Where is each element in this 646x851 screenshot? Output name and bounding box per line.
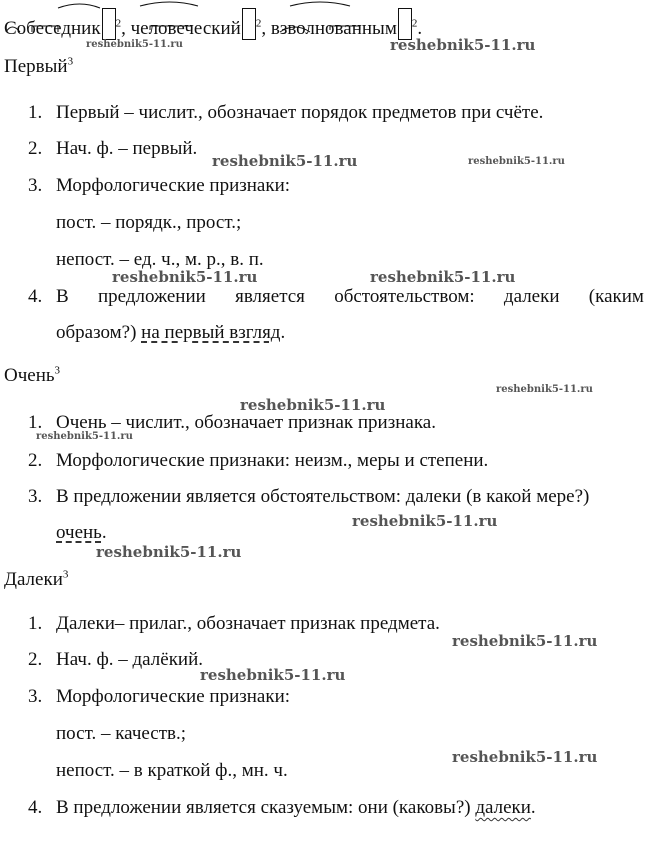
item-number: 4. xyxy=(28,797,43,818)
text-part: . xyxy=(530,797,536,818)
heading-sup: 3 xyxy=(62,568,69,581)
watermark: reshebnik5-11.ru xyxy=(96,543,242,561)
section-heading xyxy=(4,57,73,76)
underlined-phrase: очень xyxy=(56,522,102,543)
word: В xyxy=(56,286,69,307)
watermark: reshebnik5-11.ru xyxy=(200,666,346,684)
item-number: 1. xyxy=(28,102,43,123)
watermark: reshebnik5-11.ru xyxy=(352,512,498,530)
header-sup-1: 2 xyxy=(115,17,122,30)
watermark: reshebnik5-11.ru xyxy=(240,396,386,414)
watermark: reshebnik5-11.ru xyxy=(496,384,593,395)
word: (каким xyxy=(588,286,644,307)
watermark: reshebnik5-11.ru xyxy=(112,268,258,286)
watermark: reshebnik5-11.ru xyxy=(86,39,183,50)
section-heading xyxy=(4,366,60,385)
header-word-3: , взволнованным xyxy=(261,18,397,39)
item-number: 2. xyxy=(28,450,43,471)
item-text: В предложении является обстоятельством: далеки (в какой мере?) xyxy=(56,486,590,507)
item-number: 2. xyxy=(28,138,43,159)
item-text-cont xyxy=(56,523,107,542)
watermark: reshebnik5-11.ru xyxy=(36,431,133,442)
item-text-justified xyxy=(56,287,644,306)
item-text: Морфологические признаки: xyxy=(56,175,291,196)
header-sup-2: 2 xyxy=(255,17,262,30)
underlined-phrase: далеки xyxy=(475,797,531,818)
item-text: Морфологические признаки: неизм., меры и степени. xyxy=(56,450,489,471)
item-text: непост. – в краткой ф., мн. ч. xyxy=(56,760,288,781)
watermark: reshebnik5-11.ru xyxy=(452,748,598,766)
item-text: Нач. ф. – первый. xyxy=(56,138,198,159)
heading-sup: 3 xyxy=(54,364,61,377)
heading-text: Первый xyxy=(4,56,68,77)
item-text: пост. – качеств.; xyxy=(56,723,187,744)
watermark: reshebnik5-11.ru xyxy=(370,268,516,286)
item-text: пост. – порядк., прост.; xyxy=(56,212,242,233)
text-part: . xyxy=(280,322,286,343)
heading-sup: 3 xyxy=(67,55,74,68)
item-text xyxy=(56,798,536,817)
item-text: Очень – числит., обозначает признак признака. xyxy=(56,412,436,433)
header-word-1: Собеседник xyxy=(4,18,101,39)
text-part: образом?) xyxy=(56,322,142,343)
word: предложении xyxy=(97,286,206,307)
item-text-cont xyxy=(56,323,285,342)
header-word-2: , человеческий xyxy=(121,18,241,39)
item-number: 3. xyxy=(28,486,43,507)
item-number: 3. xyxy=(28,175,43,196)
heading-text: Далеки xyxy=(4,569,63,590)
word: обстоятельством: xyxy=(334,286,475,307)
item-number: 2. xyxy=(28,649,43,670)
watermark: reshebnik5-11.ru xyxy=(452,632,598,650)
watermark: reshebnik5-11.ru xyxy=(468,156,565,167)
watermark: reshebnik5-11.ru xyxy=(390,36,536,54)
item-text: Первый – числит., обозначает порядок предметов при счёте. xyxy=(56,102,544,123)
header-end: . xyxy=(417,18,423,39)
item-text: Нач. ф. – далёкий. xyxy=(56,649,204,670)
item-text: Далеки– прилаг., обозначает признак предмета. xyxy=(56,613,440,634)
heading-text: Очень xyxy=(4,365,55,386)
watermark: reshebnik5-11.ru xyxy=(212,152,358,170)
section-heading xyxy=(4,570,68,589)
item-text: Морфологические признаки: xyxy=(56,686,291,707)
item-number: 1. xyxy=(28,412,43,433)
underlined-phrase: на первый взгляд xyxy=(141,322,281,343)
item-number: 4. xyxy=(28,286,43,307)
text-part: . xyxy=(101,522,107,543)
header-sup-3: 2 xyxy=(411,17,418,30)
item-text: непост. – ед. ч., м. р., в. п. xyxy=(56,249,264,270)
item-number: 1. xyxy=(28,613,43,634)
word: является xyxy=(235,286,305,307)
word: далеки xyxy=(503,286,560,307)
text-part: В предложении является сказуемым: они (каковы?) xyxy=(56,797,476,818)
item-number: 3. xyxy=(28,686,43,707)
